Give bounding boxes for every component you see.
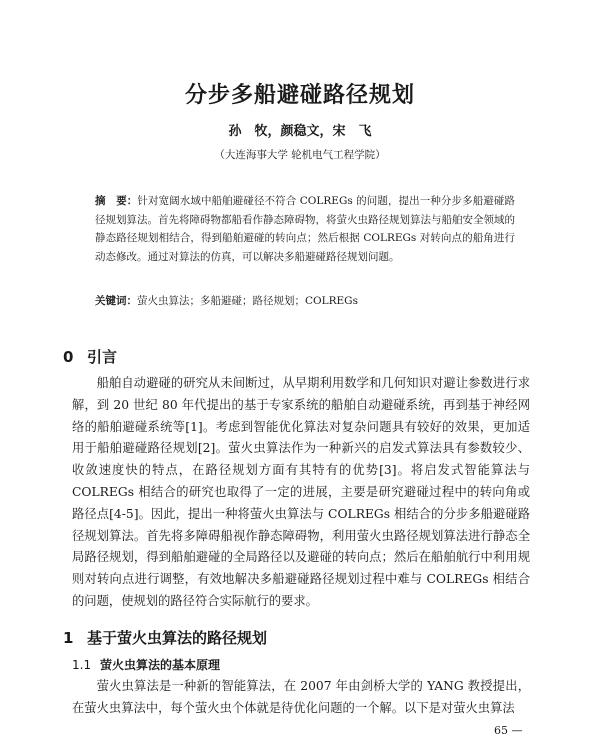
paper-affiliation: （大连海事大学 轮机电气工程学院） bbox=[214, 149, 386, 161]
keywords-block bbox=[95, 292, 515, 310]
section-heading-path-planning bbox=[63, 627, 267, 648]
keywords-text: 萤火虫算法；多船避碰；路径规划；COLREGs bbox=[137, 295, 358, 307]
section-number: 0 bbox=[63, 348, 74, 366]
subsection-title: 萤火虫算法的基本原理 bbox=[100, 658, 221, 672]
section-title: 基于萤火虫算法的路径规划 bbox=[87, 629, 268, 647]
section-heading-introduction bbox=[63, 346, 117, 367]
firefly-principle-paragraph: 萤火虫算法是一种新的智能算法，在 2007 年由剑桥大学的 YANG 教授提出，在萤火虫算法中，每个萤火虫个体就是待优化问题的一个解。以下是对萤火虫算法 bbox=[72, 679, 530, 715]
section-number: 1 bbox=[63, 629, 74, 647]
subsection-number: 1.1 bbox=[72, 658, 92, 672]
section-title: 引言 bbox=[87, 348, 118, 366]
keywords-label: 关键词： bbox=[95, 295, 137, 307]
abstract-text: 针对宽阔水域中船舶避碰径不符合 COLREGs 的问题，提出一种分步多船避碰路径规划算法。首先将障碍物都船看作静态障碍物，将萤火虫路径规划算法与船舶安全领域的静态路径规划相结合，得到船舶避碰的转向点；然后根据 COLREGs 对转向点的船角进行动态修改。通过对算法的仿真，可以解决多船避碰路径规划问题。 bbox=[95, 195, 516, 263]
paper-authors: 孙 牧，颜稳文，宋 飞 bbox=[228, 124, 372, 139]
abstract-label: 摘 要： bbox=[95, 195, 138, 207]
page-number: 65 — bbox=[494, 724, 523, 737]
paper-title: 分步多船避碰路径规划 bbox=[184, 83, 415, 108]
introduction-paragraph: 船舶自动避碰的研究从未间断过，从早期利用数学和几何知识对避让参数进行求解，到 20 世纪 80 年代提出的基于专家系统的船舶自动避碰系统，再到基于神经网络的船舶避碰系统等[1]。考虑到智能优化算法对复杂问题具有较好的效果，更加适用于船舶避碰路径规划[2]。萤火虫算法作为一种新兴的启发式算法具有参数较少、收敛速度快的特点，在路径规划方面有其特有的优势[3]。将启发式智能算法与 COLREGs 相结合的研究也取得了一定的进展，主要是研究避碰过程中的转向角或路径点[4-5]。因此，提出一种将萤火虫算法与 COLREGs 相结合的分步多船避碰路径规划算法。首先将多障碍船视作静态障碍物，利用萤火虫路径规划算法进行静态全局路径规划，得到船舶避碰的全局路径以及避碰的转向点；然后在船舶航行中利用规则对转向点进行调整，有效地解决多船避碰路径规划过程中难与 COLREGs 相结合的问题，使规划的路径符合实际航行的要求。 bbox=[72, 376, 530, 608]
subsection-heading-firefly-principle bbox=[72, 656, 220, 673]
abstract-block bbox=[95, 192, 515, 266]
